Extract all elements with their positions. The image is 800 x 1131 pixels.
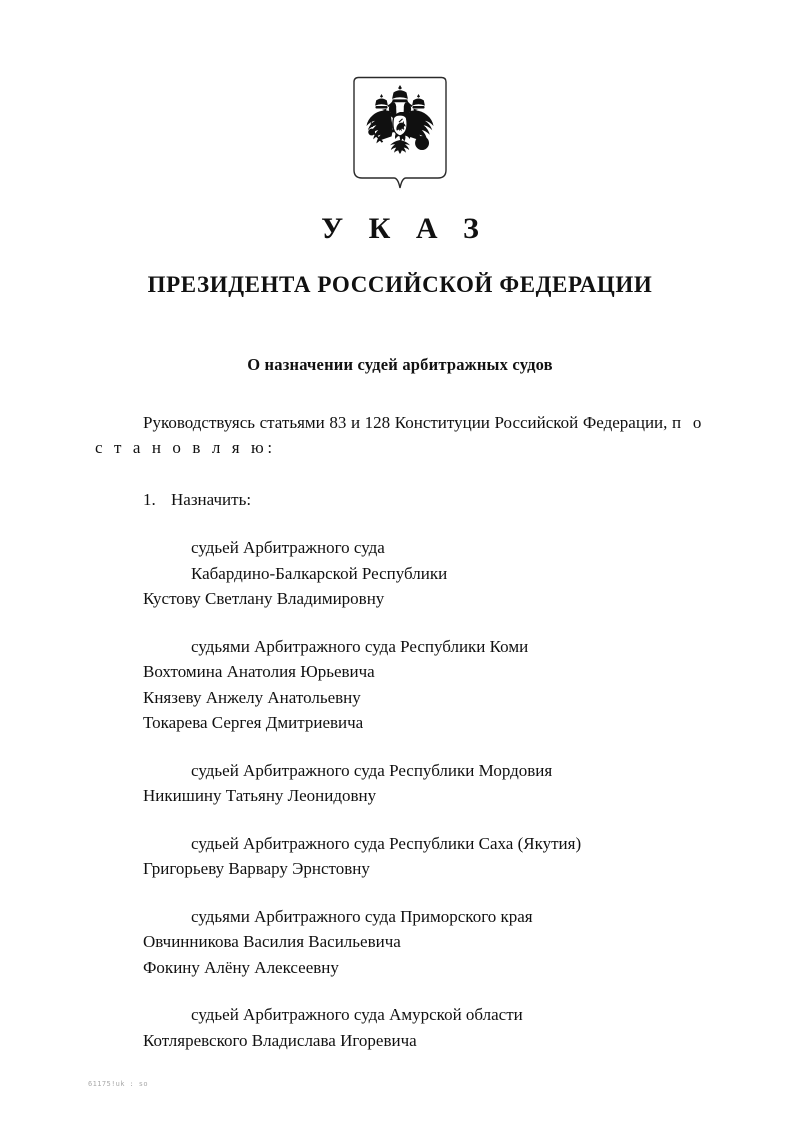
appointee-name: Фокину Алёну Алексеевну	[143, 957, 339, 977]
court-name-line: судьями Арбитражного суда Республики Коми	[191, 636, 529, 656]
court-name-line: судьями Арбитражного суда Приморского края	[191, 906, 533, 926]
clause-label: Назначить:	[171, 490, 252, 509]
court-name-line: судьей Арбитражного суда	[191, 538, 385, 557]
appointment-group	[95, 904, 760, 981]
appointee-name: Григорьеву Варвару Эрнстовну	[143, 859, 370, 878]
appointment-group	[95, 1002, 760, 1053]
preamble-emphasis: п о с т а н о в л я ю:	[95, 413, 705, 457]
court-name-line: судьей Арбитражного суда Республики Мордовия	[191, 760, 553, 780]
clause-number: 1.	[143, 490, 156, 509]
court-name-line: судьей Арбитражного суда Амурской области	[191, 1005, 523, 1024]
appointee-name: Князеву Анжелу Анатольевну	[143, 687, 361, 707]
document-issuer: ПРЕЗИДЕНТА РОССИЙСКОЙ ФЕДЕРАЦИИ	[147, 272, 653, 297]
appointee-name: Вохтомина Анатолия Юрьевича	[143, 662, 375, 681]
appointment-groups	[95, 535, 760, 1053]
appointment-group	[95, 831, 760, 882]
preamble-paragraph	[95, 410, 705, 460]
appointee-name: Токарева Сергея Дмитриевича	[143, 713, 364, 732]
preamble-block	[95, 410, 705, 460]
appointment-group	[95, 634, 760, 736]
appointee-name: Никишину Татьяну Леонидовну	[143, 786, 377, 805]
appointee-name: Овчинникова Василия Васильевича	[143, 932, 401, 951]
court-name-line: Кабардино-Балкарской Республики	[191, 563, 448, 583]
court-name-line: судьей Арбитражного суда Республики Саха (Якутия)	[191, 833, 582, 853]
appointment-group	[95, 758, 760, 809]
clause-1	[143, 487, 251, 512]
page-title: У К А З	[321, 212, 488, 245]
appointee-name: Кустову Светлану Владимировну	[143, 589, 385, 608]
document-subject-heading: О назначении судей арбитражных судов	[247, 355, 553, 374]
preamble-text: Руководствуясь статьями 83 и 128 Конституции Российской Федерации,	[143, 413, 672, 432]
scan-footer-mark: 61175!uk : so	[88, 1080, 148, 1088]
appointee-name: Котляревского Владислава Игоревича	[143, 1030, 417, 1050]
appointment-group	[95, 535, 760, 612]
coat-of-arms-container	[0, 76, 800, 197]
russian-coat-of-arms-icon	[350, 76, 450, 197]
